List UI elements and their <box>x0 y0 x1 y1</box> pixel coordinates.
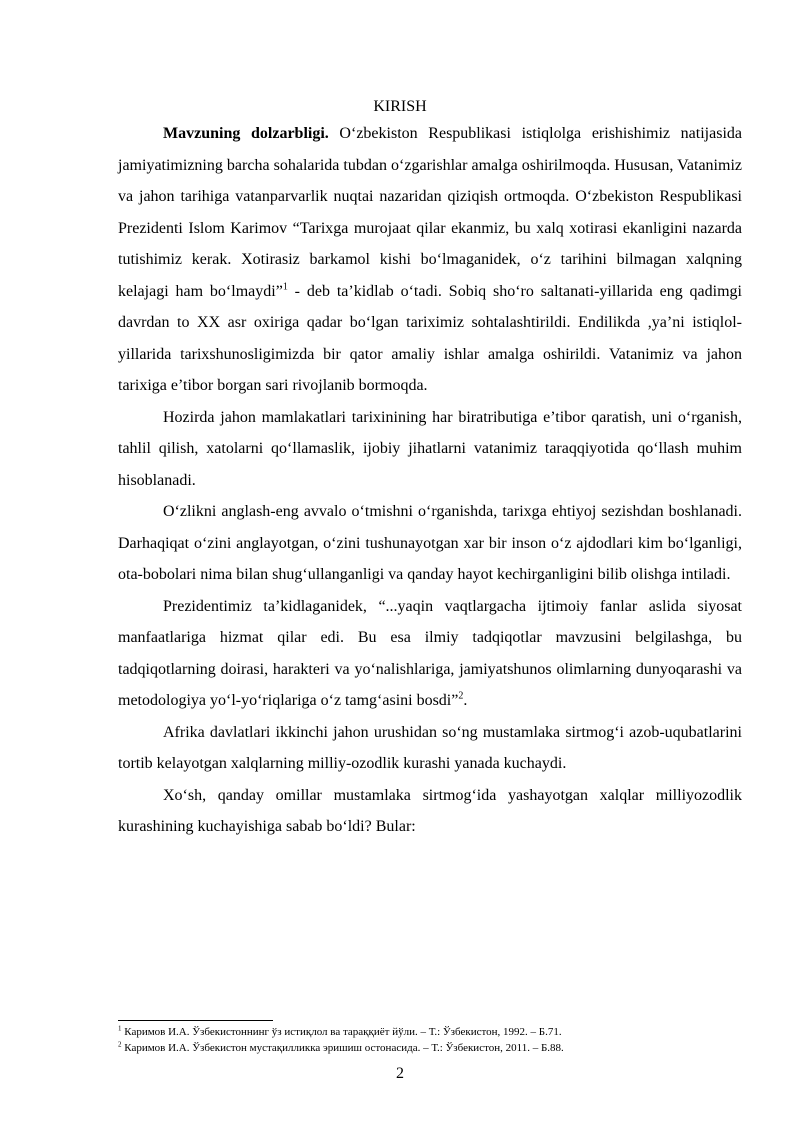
footnote-ref-2[interactable]: 2 <box>458 690 464 702</box>
paragraph-5: Afrika davlatlari ikkinchi jahon urushidan so‘ng mustamlaka sirtmog‘i azob-uqubatlarini tortib kelayotgan xalqlarning milliy-ozodlik kurashi yanada kuchaydi. <box>118 723 742 772</box>
page-heading: KIRISH <box>373 98 427 115</box>
footnote-ref-1[interactable]: 1 <box>282 281 288 293</box>
footnote-separator <box>118 1020 273 1021</box>
paragraph-6: Xo‘sh, qanday omillar mustamlaka sirtmog‘ida yashayotgan xalqlar milliyozodlik kurashining kuchayishiga sabab bo‘ldi? Bular: <box>118 786 742 835</box>
paragraph-4 <box>118 591 742 717</box>
footnote-mark: 2 <box>118 1040 122 1049</box>
paragraph-text: . <box>463 692 468 709</box>
paragraph-text: Prezidentimiz ta’kidlaganidek, “...yaqin vaqtlargacha ijtimoiy fanlar aslida siyosat manfaatlariga hizmat qilar edi. Bu esa ilmiy tadqiqotlar mavzusini belgilashga, bu tadqiqotlarning doirasi, harakteri va yo‘nalishlariga, jamiyatshunos olimlarning dunyoqarashi va metodologiya yo‘l-yo‘riqlariga o‘z tamg‘asini bosdi” <box>118 597 742 709</box>
footnote-2 <box>118 1040 758 1056</box>
paragraph-2: Hozirda jahon mamlakatlari tarixinining har biratributiga e’tibor qaratish, uni o‘rganish, tahlil qilish, xatolarni qo‘llamaslik, ijobiy jihatlarni vatanimiz taraqqiyotida qo‘llash muhim hisoblanadi. <box>118 408 742 489</box>
page-number: 2 <box>396 1065 404 1082</box>
footnote-text: Каримов И.А. Ўзбекистоннинг ўз истиқлол ва тараққиёт йўли. – Т.: Ўзбекистон, 1992. – Б.71. <box>121 1026 562 1038</box>
paragraph-text: - deb ta’kidlab o‘tadi. Sobiq sho‘ro saltanati-yillarida eng qadimgi davrdan to XX asr oxiriga qadar bo‘lgan tariximiz sohtalashtirildi. Endilikda ,ya’ni istiqlol-yillarida tarixshunosligimizda bir qator amaliy ishlar amalga oshirildi. Vatanimiz va jahon tarixiga e’tibor borgan sari rivojlanib bormoqda. <box>118 282 742 394</box>
body-text <box>118 118 742 843</box>
paragraph-3: O‘zlikni anglash-eng avvalo o‘tmishni o‘rganishda, tarixga ehtiyoj sezishdan boshlanadi. Darhaqiqat o‘zini anglayotgan, o‘zini tushunayotgan xar bir inson o‘z ajdodlari kim bo‘lganligi, ota-bobolari nima bilan shug‘ullanganligi va qanday hayot kechirganligini bilib olishga intiladi. <box>118 503 742 583</box>
footnote-1 <box>118 1024 758 1040</box>
paragraph-1 <box>118 118 742 402</box>
paragraph-lead: Mavzuning dolzarbligi. <box>163 125 329 142</box>
paragraph-text: O‘zbekiston Respublikasi istiqlolga erishishimiz natijasida jamiyatimizning barcha sohalarida tubdan o‘zgarishlar amalga oshirilmoqda. Hususan, Vatanimiz va jahon tarihiga vatanparvarlik nuqtai nazaridan qiziqish ortmoqda. O‘zbekiston Respublikasi Prezidenti Islom Karimov “Tarixga murojaat qilar ekanmiz, bu xalq xotirasi ekanligini nazarda tutishimiz kerak. Xotirasiz barkamol kishi bo‘lmaganidek, o‘z tarihini bilmagan xalqning kelajagi ham bo‘lmaydi” <box>118 125 742 300</box>
footnotes <box>118 1024 758 1056</box>
footnote-text: Каримов И.А. Ўзбекистон мустақилликка эришиш остонасида. – Т.: Ўзбекистон, 2011. – Б.88. <box>121 1042 564 1054</box>
footnote-mark: 1 <box>118 1024 122 1033</box>
